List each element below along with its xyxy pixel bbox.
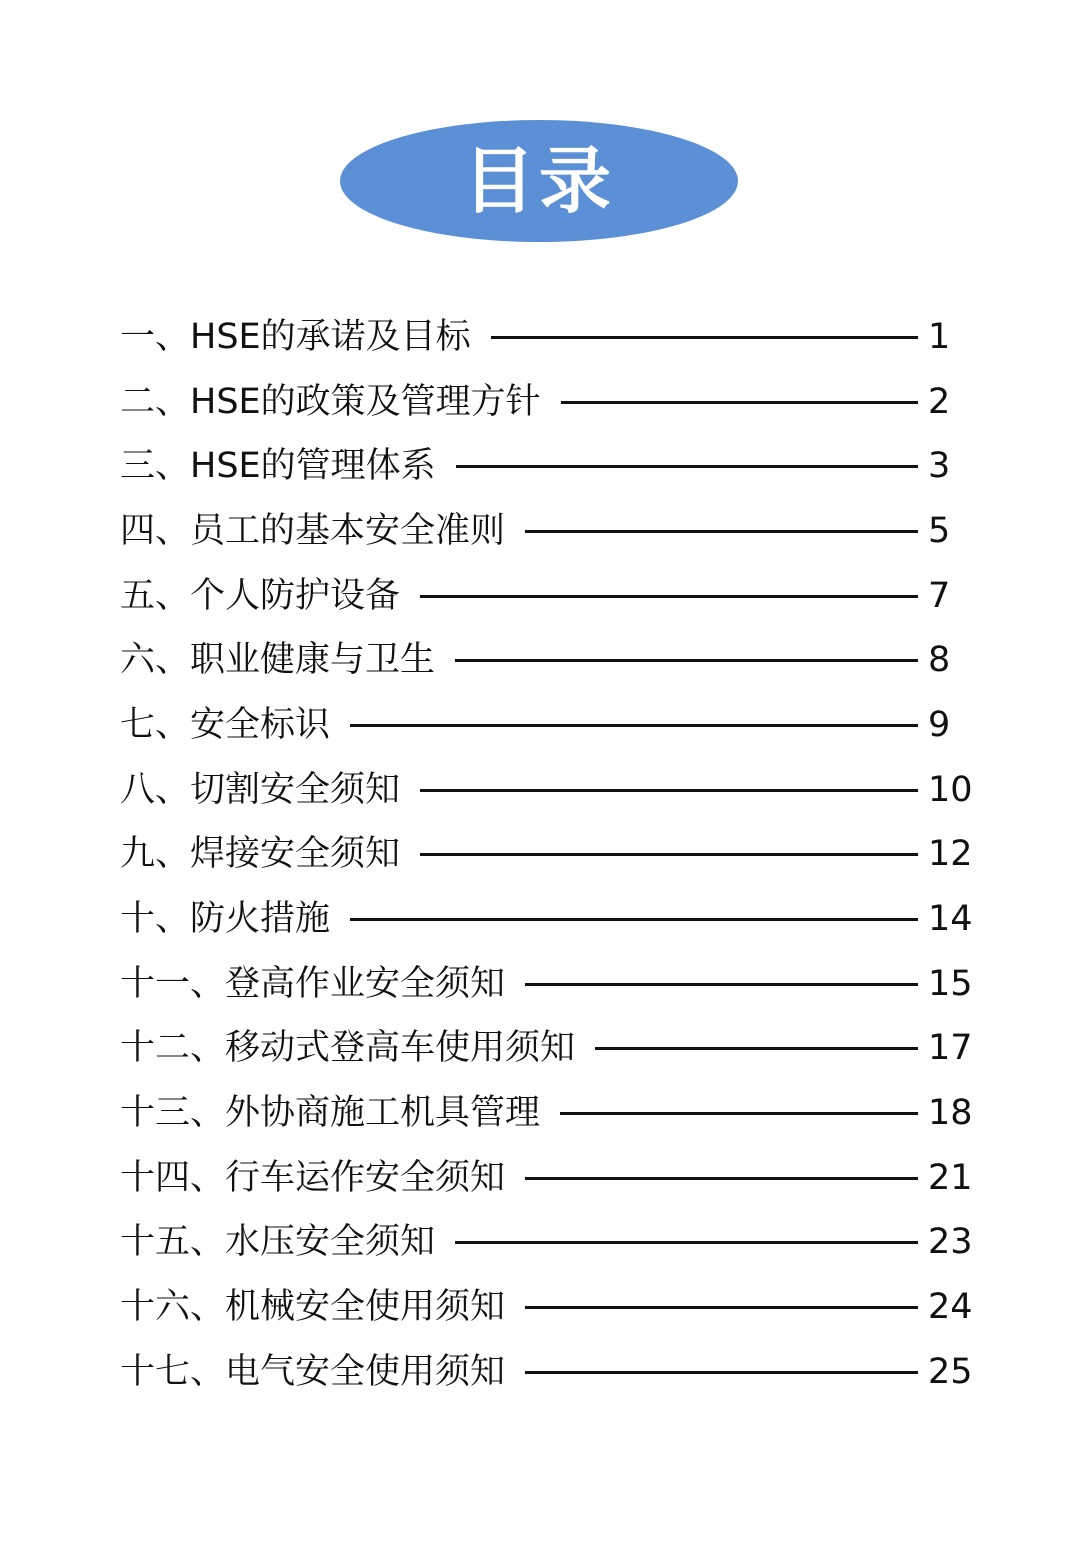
toc-entry-page: 25: [928, 1351, 973, 1392]
toc-entry[interactable]: [120, 1211, 980, 1276]
toc-entry-label: 四、员工的基本安全准则: [120, 510, 506, 551]
toc-leader-line: [595, 1047, 918, 1050]
toc-entry[interactable]: [120, 370, 980, 435]
toc-leader-line: [455, 659, 918, 662]
toc-entry-label: 一、HSE的承诺及目标: [120, 316, 471, 357]
toc-entry-page: 1: [928, 316, 951, 357]
toc-entry-page: 15: [928, 963, 973, 1004]
toc-leader-line: [491, 336, 918, 339]
toc-leader-line: [456, 465, 918, 468]
toc-entry-page: 23: [928, 1222, 973, 1263]
toc-entry[interactable]: [120, 823, 980, 888]
toc-entry-label: 六、职业健康与卫生: [120, 640, 436, 681]
toc-leader-line: [455, 1241, 918, 1244]
toc-entry-label: 十二、移动式登高车使用须知: [120, 1028, 576, 1069]
toc-entry-page: 10: [928, 769, 973, 810]
toc-entry-label: 七、安全标识: [120, 704, 331, 745]
toc-entry[interactable]: [120, 758, 980, 823]
toc-leader-line: [525, 983, 918, 986]
toc-leader-line: [525, 530, 918, 533]
toc-entry[interactable]: [120, 1275, 980, 1340]
toc-entry-page: 8: [928, 640, 951, 681]
toc-entry-page: 18: [928, 1093, 973, 1134]
toc-leader-line: [525, 1371, 918, 1374]
toc-entry-label: 十一、登高作业安全须知: [120, 963, 506, 1004]
toc-entry[interactable]: [120, 1017, 980, 1082]
toc-entry[interactable]: [120, 887, 980, 952]
toc-entry-label: 十五、水压安全须知: [120, 1222, 436, 1263]
toc-leader-line: [350, 724, 918, 727]
toc-entry-page: 3: [928, 446, 951, 487]
toc-entry-label: 十七、电气安全使用须知: [120, 1351, 506, 1392]
toc-entry-label: 十四、行车运作安全须知: [120, 1157, 506, 1198]
toc-entry-page: 17: [928, 1028, 973, 1069]
toc-entry[interactable]: [120, 1146, 980, 1211]
toc-entry[interactable]: [120, 628, 980, 693]
toc-entry-label: 九、焊接安全须知: [120, 834, 401, 875]
table-of-contents: [120, 305, 980, 1405]
toc-entry-page: 21: [928, 1157, 973, 1198]
toc-entry[interactable]: [120, 305, 980, 370]
toc-leader-line: [560, 1112, 918, 1115]
toc-leader-line: [525, 1177, 918, 1180]
toc-leader-line: [525, 1306, 918, 1309]
toc-entry-page: 12: [928, 834, 973, 875]
toc-leader-line: [420, 595, 918, 598]
toc-entry-label: 十六、机械安全使用须知: [120, 1287, 506, 1328]
page-title: 目录: [462, 139, 615, 223]
toc-entry-page: 9: [928, 704, 951, 745]
toc-leader-line: [350, 918, 918, 921]
toc-entry-label: 三、HSE的管理体系: [120, 446, 436, 487]
toc-entry-page: 24: [928, 1287, 973, 1328]
toc-leader-line: [561, 401, 918, 404]
toc-entry[interactable]: [120, 434, 980, 499]
toc-leader-line: [420, 853, 918, 856]
toc-entry[interactable]: [120, 564, 980, 629]
toc-entry-page: 7: [928, 575, 951, 616]
toc-entry-label: 二、HSE的政策及管理方针: [120, 381, 541, 422]
toc-entry[interactable]: [120, 693, 980, 758]
toc-entry[interactable]: [120, 1081, 980, 1146]
toc-entry[interactable]: [120, 1340, 980, 1405]
title-banner: [340, 120, 738, 242]
toc-entry-page: 14: [928, 899, 973, 940]
toc-entry-label: 十、防火措施: [120, 899, 331, 940]
toc-entry-page: 2: [928, 381, 951, 422]
toc-entry-page: 5: [928, 510, 951, 551]
toc-entry-label: 八、切割安全须知: [120, 769, 401, 810]
toc-entry[interactable]: [120, 499, 980, 564]
toc-entry-label: 十三、外协商施工机具管理: [120, 1093, 541, 1134]
toc-entry-label: 五、个人防护设备: [120, 575, 401, 616]
toc-leader-line: [420, 789, 918, 792]
toc-entry[interactable]: [120, 952, 980, 1017]
